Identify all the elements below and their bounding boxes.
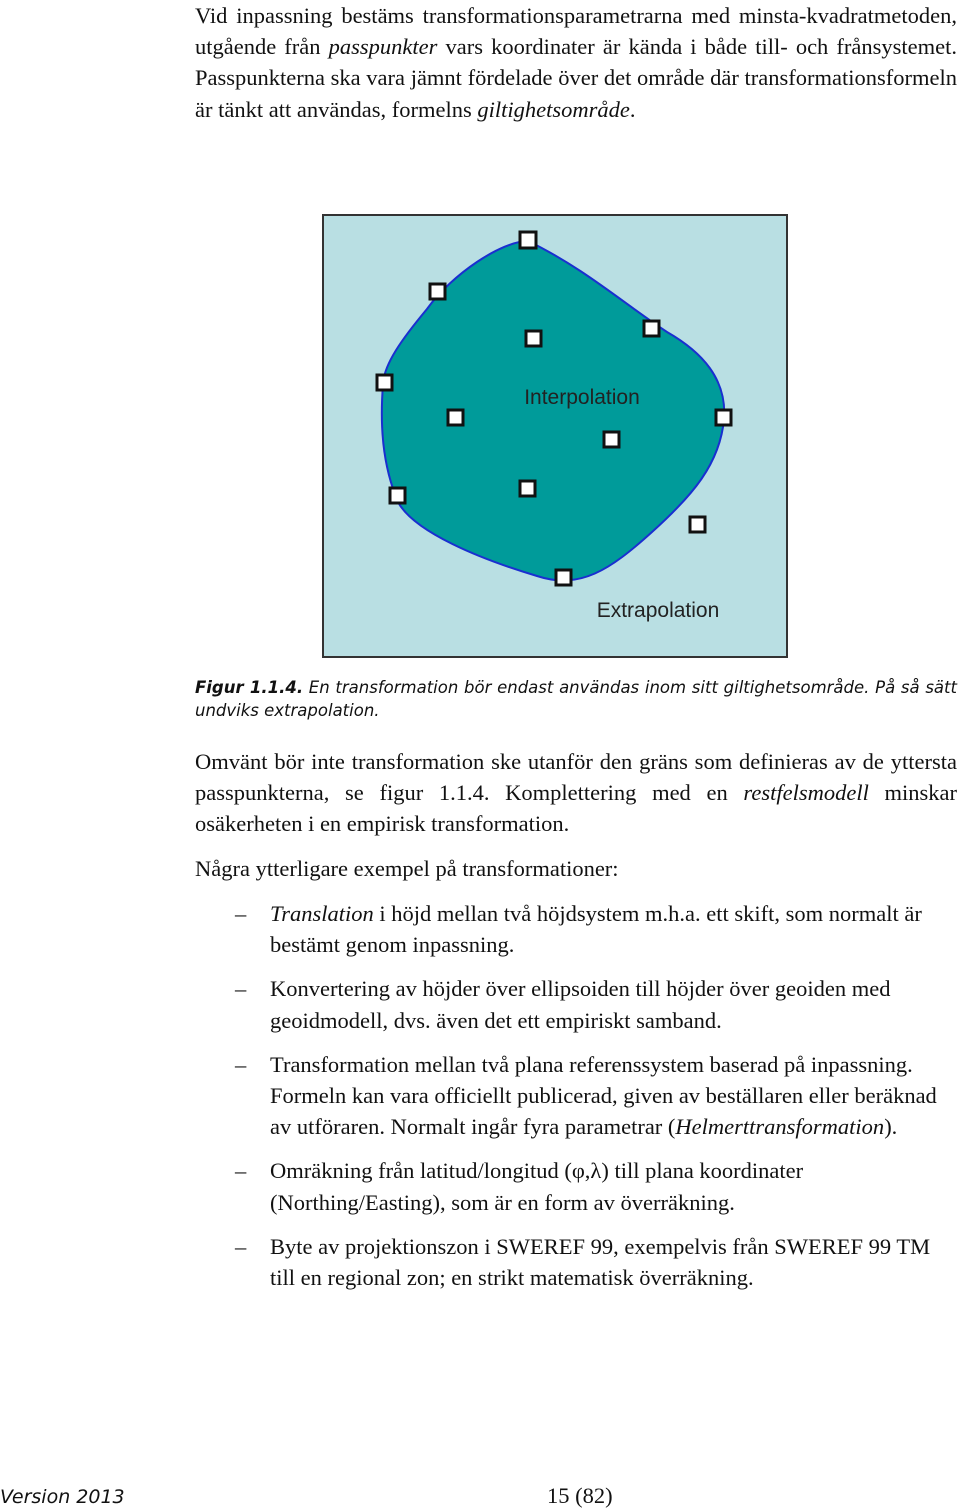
item3-term: Helmerttransformation — [675, 1114, 885, 1140]
list-item — [195, 1155, 957, 1217]
paragraph-outside-boundary — [195, 746, 957, 840]
item3-text: Transformation mellan två plana referenssystem baserad på inpassning. Formeln kan vara officiellt publicerad, given av beställaren eller beräknad av utföraren. Normalt ingår fyra parametrar ( — [270, 1051, 937, 1140]
list-dash: – — [235, 1158, 247, 1184]
control-point — [604, 432, 619, 447]
item5-text: Byte av projektionszon i SWEREF 99, exempelvis från SWEREF 99 TM till en regional zon; en strikt matematisk överräkning. — [270, 1233, 931, 1291]
control-point — [520, 232, 536, 248]
list-item — [195, 898, 957, 960]
paragraph-examples-intro: Några ytterligare exempel på transformationer: — [195, 856, 619, 881]
control-point — [390, 488, 405, 503]
intro-text-3: vars koordinater är kända i både till- och frånsystemet. Passpunkterna ska vara jämnt fördelade över det område där transformationsformeln är tänkt att användas, formelns — [195, 34, 957, 122]
control-point — [377, 375, 392, 390]
examples-list — [195, 898, 957, 1306]
intro-text-5: . — [629, 96, 636, 122]
intro-text-1: Vid inpassning bestäms transformationsparametrarna med minsta-kvadratmetoden, utgående från — [195, 3, 957, 60]
item1-text: i höjd mellan två höjdsystem m.h.a. ett skift, som normalt är bestämt genom inpassning. — [270, 901, 922, 958]
list-dash: – — [235, 976, 247, 1002]
para2-text-3: minskar osäkerheten i en empirisk transformation. — [195, 780, 957, 837]
control-point — [690, 517, 705, 532]
control-point — [644, 321, 659, 336]
control-point — [520, 481, 535, 496]
item1-term: Translation — [270, 901, 374, 926]
para2-text-1: Omvänt bör inte transformation ske utanför den gräns som definieras av de yttersta passpunkterna, se figur 1.1.4. Komplettering med en — [195, 749, 957, 806]
figure-caption — [195, 676, 957, 722]
control-point — [430, 284, 445, 299]
control-point — [526, 331, 541, 346]
footer-page-number: 15 (82) — [547, 1483, 613, 1508]
control-point — [716, 410, 731, 425]
list-dash: – — [235, 901, 247, 926]
item3-end: ). — [884, 1114, 898, 1140]
item4-text: Omräkning från latitud/longitud (φ,λ) till plana koordinater (Northing/Easting), som är en form av överräkning. — [270, 1158, 804, 1215]
caption-text: En transformation bör endast användas inom sitt giltighetsområde. På så sätt undviks extrapolation. — [195, 678, 957, 720]
list-item — [195, 973, 957, 1035]
list-item — [195, 1231, 957, 1293]
interpolation-label: Interpolation — [524, 386, 640, 409]
extrapolation-label: Extrapolation — [596, 599, 720, 622]
validity-region-figure — [322, 214, 788, 658]
control-point — [556, 570, 571, 585]
intro-term-giltighetsomrade: giltighetsområde — [477, 96, 630, 122]
list-dash: – — [235, 1051, 247, 1077]
list-dash: – — [235, 1233, 247, 1259]
para2-term-restfelsmodell: restfelsmodell — [743, 780, 869, 806]
control-point — [448, 410, 463, 425]
intro-term-passpunkter: passpunkter — [328, 34, 438, 60]
item2-text: Konvertering av höjder över ellipsoiden till höjder över geoiden med geoidmodell, dvs. även det ett empiriskt samband. — [270, 976, 891, 1033]
caption-label: Figur 1.1.4. — [195, 678, 304, 697]
intro-paragraph — [195, 0, 957, 125]
list-item — [195, 1049, 957, 1143]
footer-version: Version 2013 — [0, 1486, 125, 1508]
